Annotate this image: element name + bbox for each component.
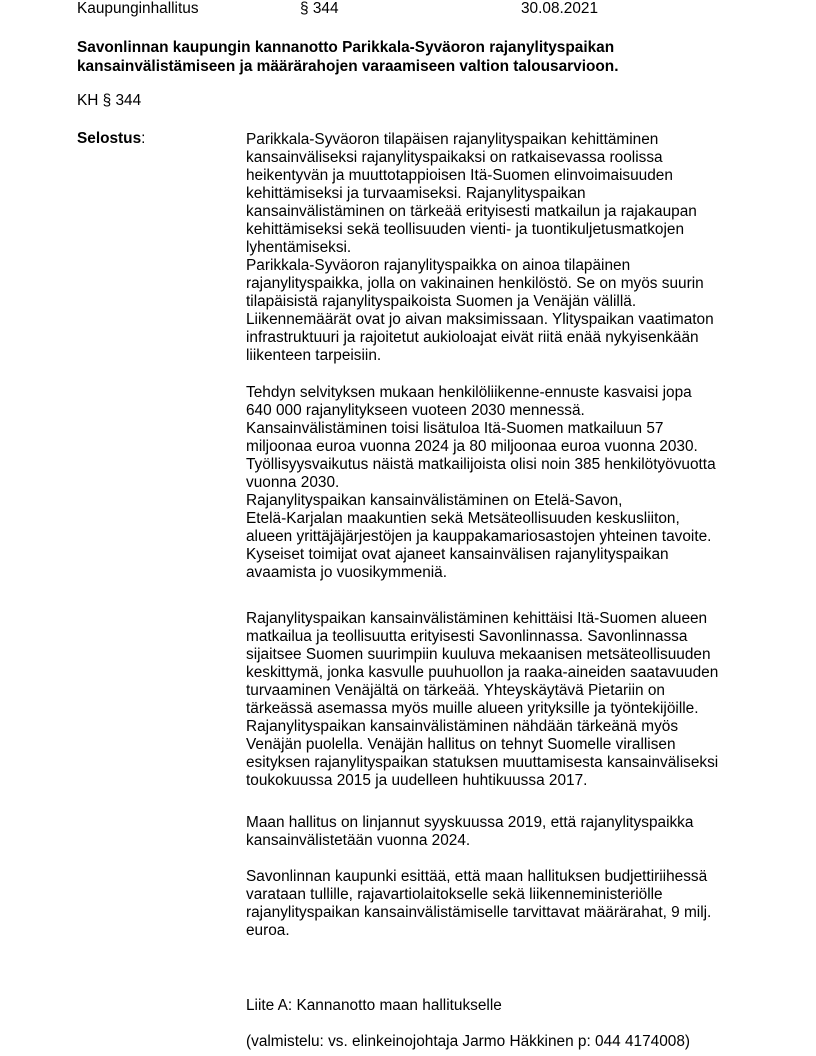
selostus-label: [77, 130, 145, 148]
text-line: miljoonaa euroa vuonna 2024 ja 80 miljoonaa euroa vuonna 2030.: [246, 438, 698, 455]
preparer-line: (valmistelu: vs. elinkeinojohtaja Jarmo Häkkinen p: 044 4174008): [246, 1033, 691, 1050]
text-line: kehittämiseksi sekä teollisuuden vienti- ja tuontikuljetusmatkojen: [246, 221, 685, 238]
text-line: Liikennemäärät ovat jo aivan maksimissaan. Ylityspaikan vaatimaton: [246, 311, 714, 328]
text-line: Rajanylityspaikan kansainvälistäminen on Etelä-Savon,: [246, 492, 623, 509]
document-title: [77, 38, 757, 76]
text-line: kansainväliseksi rajanylityspaikaksi on ratkaisevassa roolissa: [246, 149, 663, 166]
text-line: keskittymä, jonka kasvulle puuhuollon ja raaka-aineiden saatavuuden: [246, 664, 719, 681]
text-line: alueen yrittäjäjärjestöjen ja kauppakamariosastojen yhteinen tavoite.: [246, 528, 712, 545]
title-line: Savonlinnan kaupungin kannanotto Parikkala-Syväoron rajanylityspaikan: [77, 39, 615, 56]
text-line: avaamista jo vuosikymmeniä.: [246, 564, 448, 581]
text-line: tilapäisistä rajanylityspaikoista Suomen ja Venäjän välillä.: [246, 293, 637, 310]
text-line: Venäjän puolella. Venäjän hallitus on tehnyt Suomelle virallisen: [246, 736, 676, 753]
text-line: matkailua ja teollisuutta erityisesti Savonlinnassa. Savonlinnassa: [246, 628, 688, 645]
text-line: varataan tullille, rajavartiolaitokselle sekä liikenneministeriölle: [246, 886, 663, 903]
text-line: Parikkala-Syväoron tilapäisen rajanylityspaikan kehittäminen: [246, 131, 659, 148]
text-line: Parikkala-Syväoron rajanylityspaikka on ainoa tilapäinen: [246, 257, 631, 274]
text-line: lyhentämiseksi.: [246, 239, 352, 256]
paragraph: [246, 384, 716, 582]
text-line: liikenteen tarpeisiin.: [246, 347, 382, 364]
text-line: Savonlinnan kaupunki esittää, että maan hallituksen budjettiriihessä: [246, 868, 708, 885]
title-line: kansainvälistämiseen ja määrärahojen varaamiseen valtion talousarvioon.: [77, 58, 619, 75]
text-line: Kansainvälistäminen toisi lisätuloa Itä-Suomen matkailuun 57: [246, 420, 664, 437]
text-line: vuonna 2030.: [246, 474, 340, 491]
text-line: Maan hallitus on linjannut syyskuussa 2019, että rajanylityspaikka: [246, 814, 694, 831]
text-line: Tehdyn selvityksen mukaan henkilöliikenne-ennuste kasvaisi jopa: [246, 384, 692, 401]
header-section-number: § 344: [300, 0, 339, 17]
header-date: 30.08.2021: [521, 0, 599, 17]
text-line: kansainvälistetään vuonna 2024.: [246, 832, 471, 849]
text-line: euroa.: [246, 922, 290, 939]
text-line: Rajanylityspaikan kansainvälistäminen nähdään tärkeänä myös: [246, 718, 679, 735]
selostus-colon: :: [141, 130, 146, 147]
text-line: kansainvälistäminen on tärkeää erityisesti matkailun ja rajakaupan: [246, 203, 697, 220]
text-line: Työllisyysvaikutus näistä matkailijoista olisi noin 385 henkilötyövuotta: [246, 456, 716, 473]
attachment-note: [246, 997, 502, 1015]
text-line: Etelä-Karjalan maakuntien sekä Metsäteollisuuden keskusliiton,: [246, 510, 680, 527]
text-line: sijaitsee Suomen suurimpiin kuuluva mekaanisen metsäteollisuuden: [246, 646, 711, 663]
text-line: infrastruktuuri ja rajoitetut aukioloajat eivät riitä enää nykyisenkään: [246, 329, 699, 346]
text-line: turvaaminen Venäjältä on tärkeää. Yhteyskäytävä Pietariin on: [246, 682, 665, 699]
text-line: rajanylityspaikan kansainvälistämiselle tarvittavat määrärahat, 9 milj.: [246, 904, 712, 921]
text-line: Kyseiset toimijat ovat ajaneet kansainvälisen rajanylityspaikan: [246, 546, 669, 563]
header-organ: Kaupunginhallitus: [77, 0, 199, 17]
text-line: esityksen rajanylityspaikan statuksen muuttamisesta kansainväliseksi: [246, 754, 719, 771]
attachment-line: Liite A: Kannanotto maan hallitukselle: [246, 997, 502, 1014]
text-line: 640 000 rajanylitykseen vuoteen 2030 mennessä.: [246, 402, 585, 419]
text-line: Rajanylityspaikan kansainvälistäminen kehittäisi Itä-Suomen alueen: [246, 610, 708, 627]
paragraph: [246, 868, 711, 940]
paragraph: [246, 131, 714, 365]
selostus-label-text: Selostus: [77, 130, 142, 147]
section-reference: KH § 344: [77, 92, 142, 109]
text-line: rajanylityspaikka, jolla on vakinainen henkilöstö. Se on myös suurin: [246, 275, 704, 292]
text-line: toukokuussa 2015 ja uudelleen huhtikuussa 2017.: [246, 772, 588, 789]
preparer-note: [246, 1033, 690, 1051]
paragraph: [246, 610, 718, 790]
paragraph: [246, 814, 693, 850]
text-line: heikentyvän ja muuttotappioisen Itä-Suomen elinvoimaisuuden: [246, 167, 673, 184]
text-line: kehittämiseksi ja turvaamiseksi. Rajanylityspaikan: [246, 185, 586, 202]
text-line: tärkeässä asemassa myös muille alueen yrityksille ja työntekijöille.: [246, 700, 699, 717]
